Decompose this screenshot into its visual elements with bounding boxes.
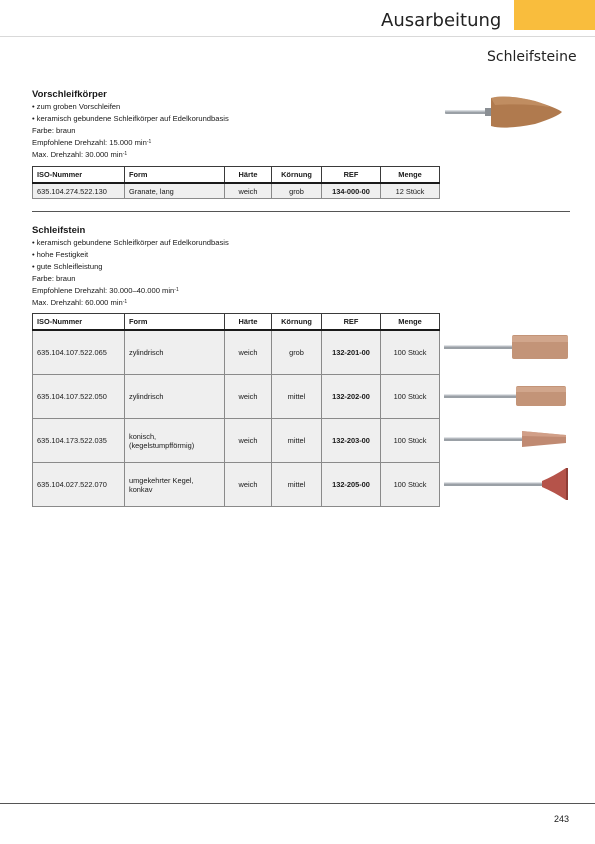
form: zylindrisch: [125, 330, 225, 375]
hardness: weich: [225, 419, 272, 463]
col-header: Form: [125, 314, 225, 331]
col-header: ISO-Nummer: [33, 314, 125, 331]
inverted-cone-stone-icon: [444, 466, 574, 502]
grit: mittel: [272, 419, 322, 463]
ref-number: 132-201-00: [322, 330, 381, 375]
ref-number: 134-000-00: [322, 183, 381, 199]
recommended-speed: Empfohlene Drehzahl: 15.000 $\min^{-1}$: [32, 138, 152, 147]
section-schleifstein: [32, 225, 452, 309]
feature-bullet: • keramisch gebundene Schleifkörper auf Edelkorundbasis: [32, 113, 452, 125]
feature-bullet: • hohe Festigkeit: [32, 249, 452, 261]
ref-number: 132-202-00: [322, 375, 381, 419]
flame-stone-icon: [445, 93, 565, 133]
page-subtitle: Schleifsteine: [487, 49, 577, 65]
form: zylindrisch: [125, 375, 225, 419]
color-info: Farbe: braun: [32, 126, 76, 135]
col-header: Härte: [225, 167, 272, 184]
table-header-row: [33, 314, 440, 331]
ref-number: 132-205-00: [322, 463, 381, 507]
max-speed: Max. Drehzahl: 30.000 $\min^{-1}$: [32, 150, 128, 159]
section-title: Schleifstein: [32, 225, 86, 236]
grit: grob: [272, 330, 322, 375]
grit: grob: [272, 183, 322, 199]
quantity: 12 Stück: [381, 183, 440, 199]
col-header: Härte: [225, 314, 272, 331]
grit: mittel: [272, 463, 322, 507]
page-number: 243: [554, 814, 570, 824]
iso-number: 635.104.107.522.065: [33, 330, 125, 375]
feature-bullet: • gute Schleifleistung: [32, 261, 452, 273]
table-row: [33, 330, 440, 375]
quantity: 100 Stück: [381, 375, 440, 419]
product-table-1: [32, 166, 440, 199]
section-divider: [32, 211, 570, 212]
cylinder-stone-large-icon: [444, 333, 574, 361]
header-divider: [0, 36, 595, 37]
table-row: [33, 183, 440, 199]
iso-number: 635.104.107.522.050: [33, 375, 125, 419]
footer-divider: [0, 803, 595, 804]
feature-bullet: • keramisch gebundene Schleifkörper auf Edelkorundbasis: [32, 237, 452, 249]
quantity: 100 Stück: [381, 330, 440, 375]
hardness: weich: [225, 375, 272, 419]
hardness: weich: [225, 463, 272, 507]
max-speed: Max. Drehzahl: 60.000 $\min^{-1}$: [32, 298, 128, 307]
hardness: weich: [225, 330, 272, 375]
col-header: Form: [125, 167, 225, 184]
table-row: [33, 375, 440, 419]
table-header-row: [33, 167, 440, 184]
col-header: ISO-Nummer: [33, 167, 125, 184]
product-table-2: [32, 313, 440, 507]
section-vorschleifkoerper: [32, 89, 452, 161]
recommended-speed: Empfohlene Drehzahl: 30.000–40.000 $\min^{-1}$: [32, 286, 179, 295]
form: umgekehrter Kegel, konkav: [125, 463, 225, 507]
cone-stone-icon: [444, 428, 574, 450]
col-header: REF: [322, 314, 381, 331]
ref-number: 132-203-00: [322, 419, 381, 463]
iso-number: 635.104.274.522.130: [33, 183, 125, 199]
form: Granate, lang: [125, 183, 225, 199]
col-header: Körnung: [272, 167, 322, 184]
table-row: [33, 463, 440, 507]
hardness: weich: [225, 183, 272, 199]
feature-bullet: • zum groben Vorschleifen: [32, 101, 452, 113]
quantity: 100 Stück: [381, 463, 440, 507]
col-header: REF: [322, 167, 381, 184]
grit: mittel: [272, 375, 322, 419]
color-info: Farbe: braun: [32, 274, 76, 283]
page-title: Ausarbeitung: [381, 10, 502, 31]
table-row: [33, 419, 440, 463]
col-header: Menge: [381, 314, 440, 331]
section-title: Vorschleifkörper: [32, 89, 107, 100]
iso-number: 635.104.027.522.070: [33, 463, 125, 507]
cylinder-stone-small-icon: [444, 383, 574, 409]
quantity: 100 Stück: [381, 419, 440, 463]
col-header: Körnung: [272, 314, 322, 331]
accent-tab: [514, 0, 595, 30]
form: konisch, (kegelstumpfförmig): [125, 419, 225, 463]
col-header: Menge: [381, 167, 440, 184]
iso-number: 635.104.173.522.035: [33, 419, 125, 463]
